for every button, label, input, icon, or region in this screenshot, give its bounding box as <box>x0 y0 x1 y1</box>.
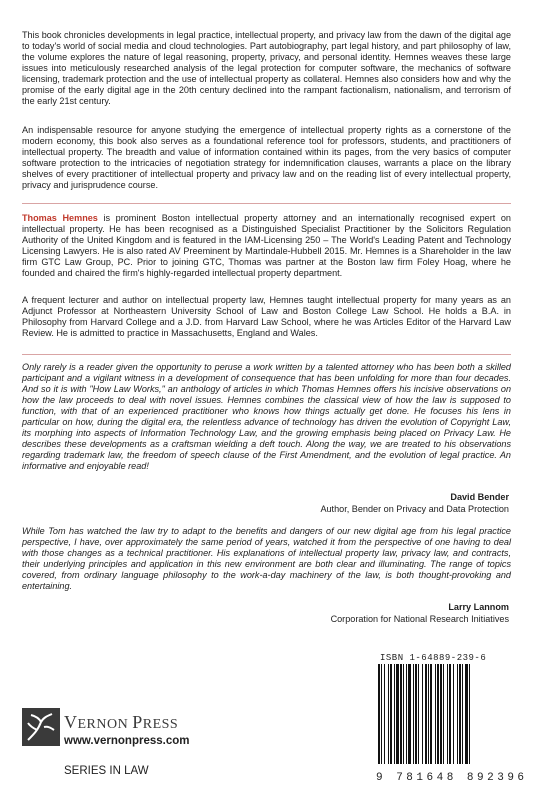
reviewer-affiliation: Author, Bender on Privacy and Data Protection <box>320 504 509 514</box>
reviewer-affiliation: Corporation for National Research Initiatives <box>330 614 509 624</box>
section-divider <box>22 203 511 204</box>
reviewer-name: Larry Lannom <box>448 602 509 612</box>
author-bio-paragraph-2: A frequent lecturer and author on intellectual property law, Hemnes taught intellectual property for many years as an Adjunct Professor at Northeastern University School of Law and Boston College Law School. He holds a B.A. in Philosophy from Harvard College and a J.D. from Harvard Law School, where he was Articles Editor of the Harvard Law Review. He is admitted to practice in Massachusetts, England and Wales. <box>22 295 511 339</box>
review-text-1: Only rarely is a reader given the opportunity to peruse a work written by a talented attorney who has been both a skilled participant and a vigilant witness in a development of consequence that has been unfolding for more than four decades. And so it is with "How Law Works," an anthology of articles in which Thomas Hemnes offers his incisive observations on how the law proceeds to deal with novel issues. Hemnes combines the classical view of how the law is supposed to function, with that of an experienced practitioner who knows how things actually get done. He focuses his lens in particular on how, during the digital era, the relentless advance of technology has driven the evolution of Copyright Law, its morphing into aspects of Information Technology Law, and the growing emphasis being placed on Privacy Law. He describes these developments as a craftsman wielding a deft touch. Along the way, we are treated to his observations regarding trademark law, the freedom of speech clause of the First Amendment, and the evolution of legal practice. An informative and enjoyable read! <box>22 362 511 472</box>
series-label: SERIES IN LAW <box>64 765 149 777</box>
review-text-2: While Tom has watched the law try to adapt to the benefits and dangers of our new digital age from his legal practice perspective, I have, over approximately the same period of years, watched it from the perspective of one having to deal with those changes as a technical practitioner. His explanations of intellectual property law, privacy law, and contracts, their underlying principles and application in this new environment are both clear and illuminating. The range of topics covered, from ordinary language philosophy to the work-a-day machinery of the law, is both thought-provoking and entertaining. <box>22 526 511 592</box>
reviewer-name: David Bender <box>450 492 509 502</box>
barcode-icon <box>376 664 509 769</box>
review-signature-2 <box>331 601 509 625</box>
barcode-digits: 9 781648 892396 <box>376 772 528 784</box>
author-name: Thomas Hemnes <box>22 213 98 223</box>
description-paragraph-1: This book chronicles developments in legal practice, intellectual property, and privacy law from the dawn of the digital age to today's world of social media and cloud technologies. Part autobiography, part legal history, and part philosophy of law, the volume explores the nature of legal reasoning, property, privacy, and personal identity. Hemnes weaves these large issues into meticulously researched analysis of the legal protection for computer software, the mechanics of software licensing, trademark protection and the use of intellectual property as collateral. Hemnes also considers how and why the promise of the early digital age in the 20th century declined into the rampant factionalism, nationalism, and terrorism of the early 21st century. <box>22 30 511 107</box>
author-bio-paragraph-1 <box>22 213 511 279</box>
section-divider <box>22 354 511 355</box>
isbn-label: ISBN 1-64889-239-6 <box>380 653 487 663</box>
barcode-area <box>370 648 513 788</box>
review-signature-1 <box>320 491 509 515</box>
author-bio-text: is prominent Boston intellectual property attorney and an internationally recognised expert on intellectual property. He has been recognised as a Distinguished Specialist Practitioner by the Solicitors Regulation Authority of the United Kingdom and is featured in the IAM-Licensing 250 – The World's Leading Patent and Technology Licensing Lawyers. He is also rated AV Preeminent by Martindale-Hubbell 2015. Mr. Hemnes is a Shareholder in the law firm GTC Law Group, PC. Prior to joining GTC, Thomas was partner at the Boston law firm Foley Hoag, where he founded and chaired the firm's highly-regarded intellectual property department. <box>22 213 511 279</box>
publisher-name: VERNON PRESS <box>64 712 179 732</box>
description-paragraph-2: An indispensable resource for anyone studying the emergence of intellectual property rights as a cornerstone of the modern economy, this book also serves as a foundational reference tool for professors, students, and practitioners of intellectual property. The breadth and value of information contained within its pages, from the very basics of computer software protection to the intricacies of negotiation strategy for indemnification clauses, warrants a place on the library shelves of every practitioner of intellectual property and privacy law and on the reading list of every intellectual property, privacy and jurisprudence course. <box>22 125 511 191</box>
tree-branch-icon <box>22 708 60 746</box>
publisher-url[interactable]: www.vernonpress.com <box>64 735 190 747</box>
